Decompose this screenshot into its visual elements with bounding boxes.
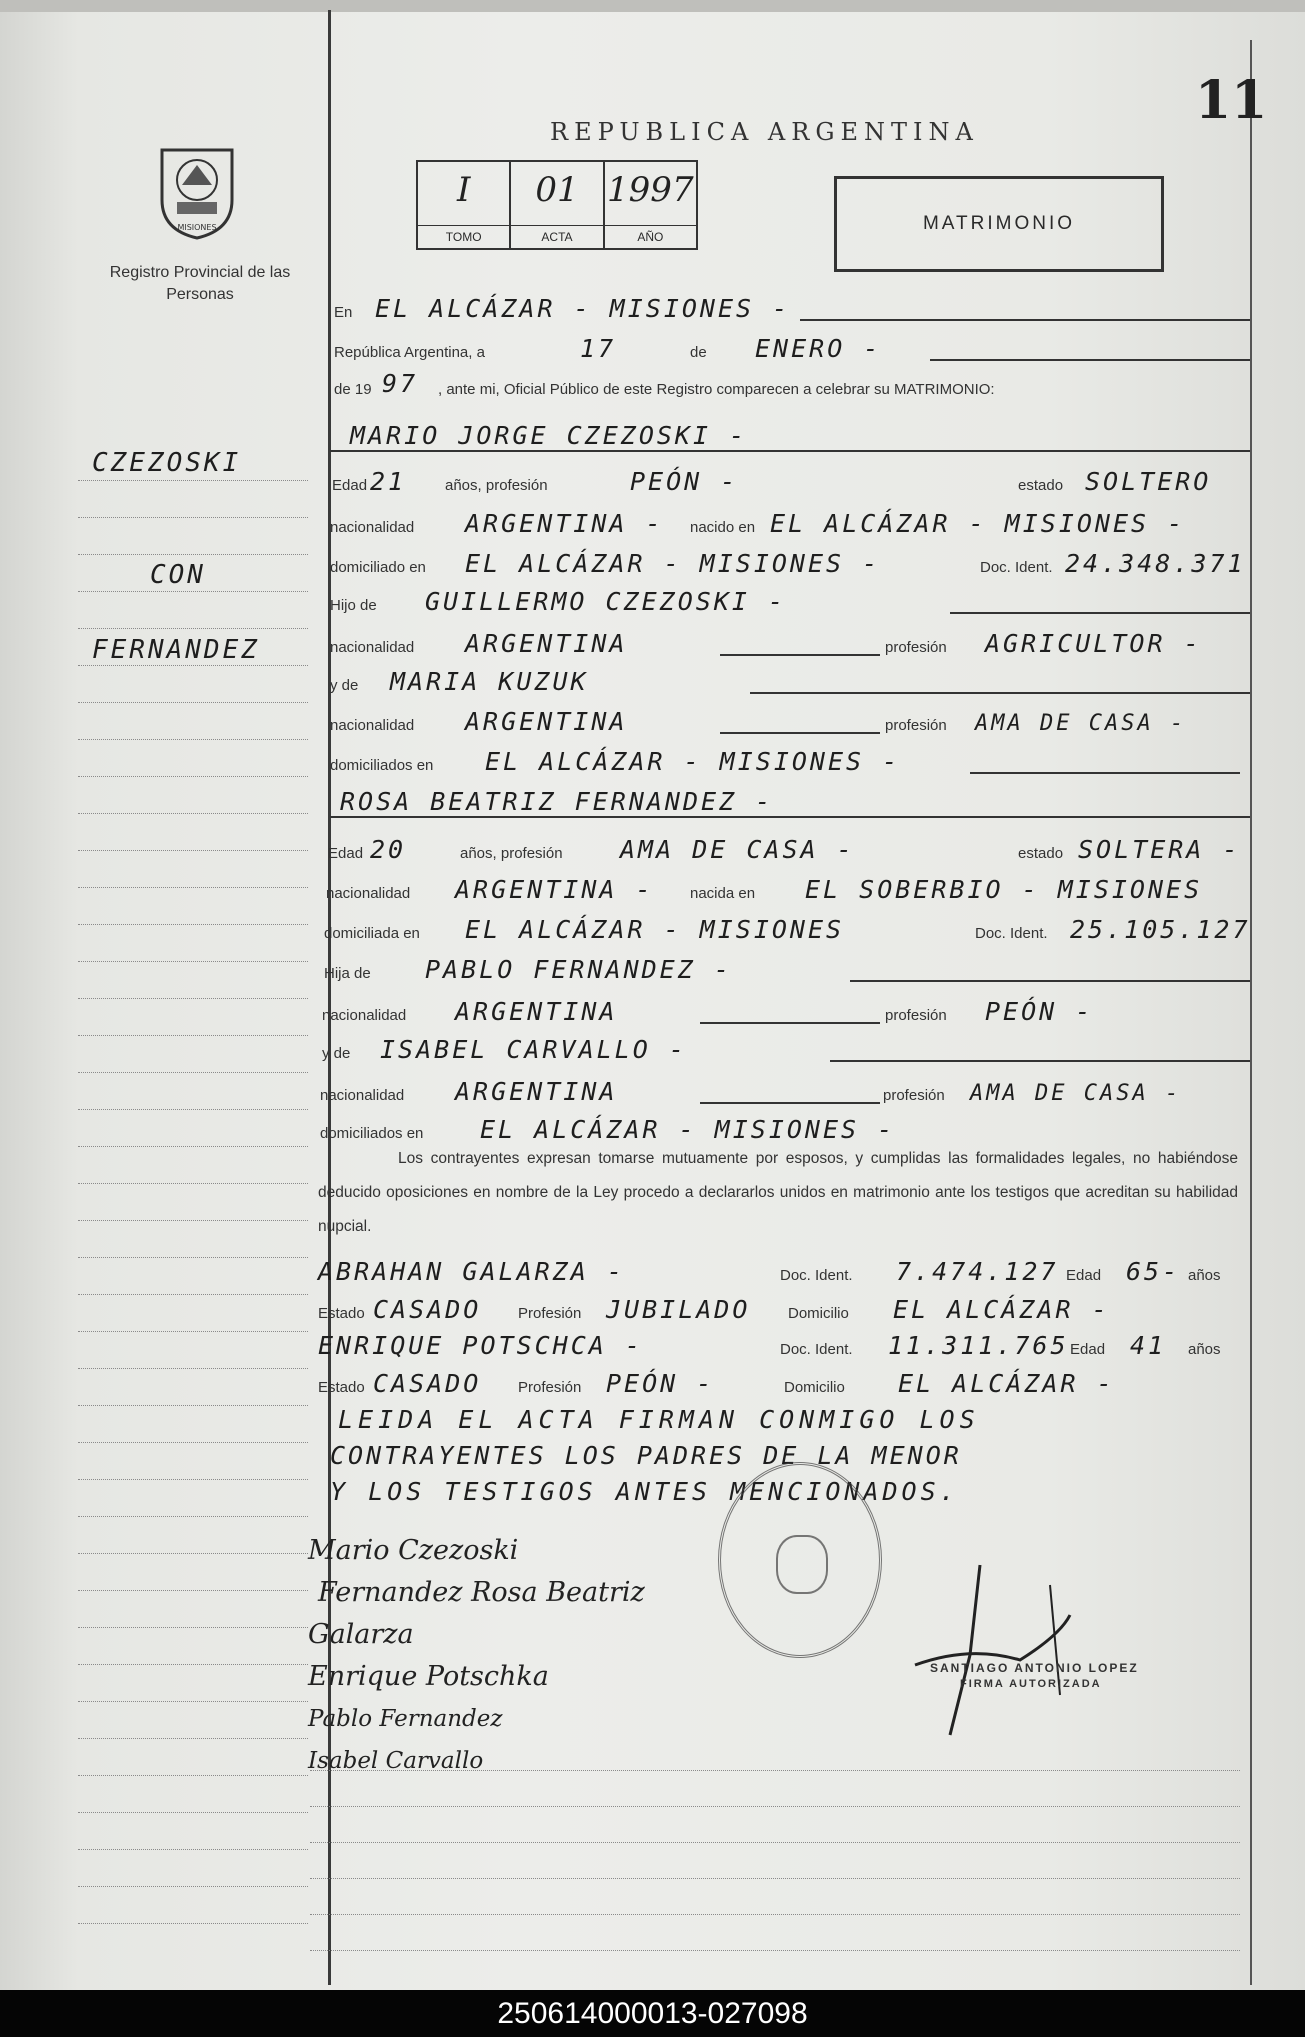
row-bride-domiciliados bbox=[320, 1106, 1250, 1146]
label-estado: Estado bbox=[318, 1305, 365, 1322]
margin-guide-line bbox=[78, 1701, 308, 1702]
row-bride-nac bbox=[326, 866, 1250, 906]
row-witness2-b bbox=[318, 1360, 1238, 1400]
margin-guide-line bbox=[78, 1664, 308, 1665]
row-groom-mother bbox=[330, 658, 1250, 698]
label-father-nac: nacionalidad bbox=[322, 1007, 407, 1024]
label-profesion: años, profesión bbox=[445, 477, 548, 494]
label-republica: República Argentina, a bbox=[334, 344, 485, 361]
ano-label: AÑO bbox=[605, 225, 696, 248]
acta-cell bbox=[511, 162, 604, 248]
signature-father: Pablo Fernandez bbox=[308, 1706, 503, 1732]
value-year: 97 bbox=[382, 369, 419, 398]
label-nacida: nacida en bbox=[690, 885, 756, 902]
label-mother-prof: profesión bbox=[885, 717, 947, 734]
groom-name: MARIO JORGE CZEZOSKI - bbox=[350, 421, 748, 450]
provincial-seal-icon bbox=[152, 140, 242, 240]
body-guide-line bbox=[310, 1770, 1240, 1771]
witness1-estado: CASADO bbox=[373, 1295, 482, 1324]
margin-guide-line bbox=[78, 887, 308, 888]
margin-guide-line bbox=[78, 961, 308, 962]
bride-nacionalidad: ARGENTINA - bbox=[455, 875, 654, 904]
stamp-emblem-icon bbox=[776, 1535, 828, 1594]
row-witness2 bbox=[318, 1322, 1238, 1362]
groom-nacido: EL ALCÁZAR - MISIONES - bbox=[770, 509, 1186, 538]
body-guide-line bbox=[310, 1878, 1240, 1879]
ano-value: 1997 bbox=[607, 170, 694, 210]
label-profesion: Profesión bbox=[518, 1379, 582, 1396]
witness1-edad: 65- bbox=[1126, 1257, 1181, 1286]
row-groom-domiciliados bbox=[330, 738, 1250, 778]
label-anos: años bbox=[1188, 1341, 1221, 1358]
bride-mother-prof: AMA DE CASA - bbox=[970, 1081, 1182, 1106]
body-guide-line bbox=[310, 1914, 1240, 1915]
bride-nacida: EL SOBERBIO - MISIONES bbox=[805, 875, 1203, 904]
label-anos: años bbox=[1188, 1267, 1221, 1284]
margin-guide-line bbox=[78, 1035, 308, 1036]
margin-guide-line bbox=[78, 1442, 308, 1443]
margin-guide-line bbox=[78, 1368, 308, 1369]
groom-nacionalidad: ARGENTINA - bbox=[465, 509, 664, 538]
signature-groom: Mario Czezoski bbox=[308, 1535, 519, 1566]
tomo-label: TOMO bbox=[418, 225, 509, 248]
label-en: En bbox=[334, 304, 353, 321]
closing-line2: CONTRAYENTES LOS PADRES DE LA MENOR bbox=[330, 1441, 962, 1470]
label-father-prof: profesión bbox=[885, 1007, 947, 1024]
official-title: FIRMA AUTORIZADA bbox=[960, 1678, 1102, 1690]
declaration-paragraph: Los contrayentes expresan tomarse mutuamente por esposos, y cumplidas las formalidades legales, no habiéndose deducido oposiciones en nombre de la Ley procedo a declararlos unidos en matrimonio ante los testigos que acreditan su habilidad nupcial. bbox=[318, 1150, 1238, 1235]
label-doc: Doc. Ident. bbox=[975, 925, 1048, 942]
signature-witness1: Galarza bbox=[308, 1619, 414, 1650]
body-guide-line bbox=[310, 1842, 1240, 1843]
label-estado: estado bbox=[1018, 477, 1064, 494]
label-domiciliada: domiciliada en bbox=[324, 925, 420, 942]
row-bride-dom bbox=[324, 906, 1251, 946]
row-witness1-b bbox=[318, 1286, 1238, 1326]
witness2-doc: 11.311.765 bbox=[888, 1331, 1069, 1360]
label-yde: y de bbox=[322, 1045, 351, 1062]
bride-domiciliada: EL ALCÁZAR - MISIONES bbox=[465, 915, 845, 944]
label-domiciliados: domiciliados en bbox=[330, 757, 434, 774]
signature-bride: Fernandez Rosa Beatriz bbox=[318, 1577, 645, 1608]
official-name: SANTIAGO ANTONIO LOPEZ bbox=[930, 1661, 1139, 1675]
groom-domiciliados: EL ALCÁZAR - MISIONES - bbox=[485, 747, 901, 776]
acta-label: ACTA bbox=[511, 225, 602, 248]
row-bride-name bbox=[330, 778, 1250, 818]
body-guide-line bbox=[310, 1950, 1240, 1951]
margin-guide-line bbox=[78, 1109, 308, 1110]
groom-profesion: PEÓN - bbox=[630, 467, 739, 496]
witness2-edad: 41 bbox=[1130, 1331, 1167, 1360]
signature-witness2: Enrique Potschka bbox=[308, 1661, 549, 1692]
tomo-acta-ano-box bbox=[416, 160, 698, 250]
signatures-block bbox=[308, 1530, 645, 1782]
margin-guide-line bbox=[78, 850, 308, 851]
witness1-profesion: JUBILADO bbox=[606, 1295, 751, 1324]
margin-guide-line bbox=[78, 628, 308, 629]
bride-mother-nac: ARGENTINA bbox=[455, 1077, 618, 1106]
groom-edad: 21 bbox=[370, 467, 407, 496]
bride-profesion: AMA DE CASA - bbox=[620, 835, 855, 864]
closing-line1: LEIDA EL ACTA FIRMAN CONMIGO LOS bbox=[338, 1405, 980, 1434]
label-de: de bbox=[690, 344, 707, 361]
value-month: ENERO - bbox=[755, 334, 882, 363]
row-bride-mother bbox=[322, 1026, 1250, 1066]
margin-guide-line bbox=[78, 1775, 308, 1776]
margin-guide-line bbox=[78, 1590, 308, 1591]
groom-domiciliado: EL ALCÁZAR - MISIONES - bbox=[465, 549, 881, 578]
label-estado: estado bbox=[1018, 845, 1064, 862]
label-edad: Edad bbox=[328, 845, 364, 862]
groom-mother-nac: ARGENTINA bbox=[465, 707, 628, 736]
margin-guide-line bbox=[78, 1479, 308, 1480]
margin-guide-line bbox=[78, 998, 308, 999]
groom-father-prof: AGRICULTOR - bbox=[985, 629, 1202, 658]
value-place: EL ALCÁZAR - MISIONES - bbox=[375, 294, 791, 323]
right-rule bbox=[1250, 40, 1252, 1985]
svg-text:MISIONES: MISIONES bbox=[177, 223, 217, 232]
label-nacido: nacido en bbox=[690, 519, 756, 536]
groom-father-nac: ARGENTINA bbox=[465, 629, 628, 658]
value-day: 17 bbox=[580, 334, 617, 363]
label-hija: Hija de bbox=[324, 965, 371, 982]
label-mother-nac: nacionalidad bbox=[320, 1087, 405, 1104]
label-year-prefix: de 19 bbox=[334, 381, 372, 398]
row-groom-dom bbox=[330, 540, 1250, 580]
row-witness1 bbox=[318, 1248, 1238, 1288]
row-year bbox=[330, 362, 1250, 402]
closing-line3: Y LOS TESTIGOS ANTES MENCIONADOS. bbox=[330, 1477, 959, 1506]
groom-father: GUILLERMO CZEZOSKI - bbox=[425, 587, 787, 616]
label-domicilio: Domicilio bbox=[788, 1305, 849, 1322]
row-date bbox=[330, 325, 1250, 365]
margin-guide-line bbox=[78, 1294, 308, 1295]
margin-guide-line bbox=[78, 517, 308, 518]
scan-edge bbox=[0, 0, 1305, 12]
official-name-stamp bbox=[930, 1660, 1139, 1692]
margin-guide-line bbox=[78, 1849, 308, 1850]
label-edad: Edad bbox=[1070, 1341, 1106, 1358]
label-doc: Doc. Ident. bbox=[780, 1267, 853, 1284]
bride-edad: 20 bbox=[370, 835, 407, 864]
act-type-box: MATRIMONIO bbox=[834, 176, 1164, 272]
bride-name: ROSA BEATRIZ FERNANDEZ - bbox=[340, 787, 774, 816]
label-profesion: años, profesión bbox=[460, 845, 563, 862]
margin-guide-line bbox=[78, 480, 308, 481]
margin-guide-line bbox=[78, 1923, 308, 1924]
margin-guide-line bbox=[78, 739, 308, 740]
groom-estado: SOLTERO bbox=[1085, 467, 1212, 496]
margin-guide-line bbox=[78, 1627, 308, 1628]
label-father-nac: nacionalidad bbox=[330, 639, 415, 656]
row-groom-mother-nac bbox=[330, 698, 1250, 738]
page-number: 11 bbox=[1195, 70, 1268, 131]
margin-guide-line bbox=[78, 1738, 308, 1739]
groom-mother-prof: AMA DE CASA - bbox=[975, 711, 1187, 736]
groom-mother: MARIA KUZUK bbox=[390, 667, 589, 696]
label-doc: Doc. Ident. bbox=[780, 1341, 853, 1358]
label-domiciliado: domiciliado en bbox=[330, 559, 426, 576]
row-groom-edad bbox=[330, 458, 1250, 498]
label-domicilio: Domicilio bbox=[784, 1379, 845, 1396]
witness2-estado: CASADO bbox=[373, 1369, 482, 1398]
row-bride-father-nac bbox=[322, 988, 1250, 1028]
margin-guide-line bbox=[78, 924, 308, 925]
witness1-domicilio: EL ALCÁZAR - bbox=[893, 1295, 1110, 1324]
official-signature-icon bbox=[910, 1545, 1090, 1745]
margin-con: CON bbox=[150, 560, 206, 590]
tomo-value: I bbox=[456, 170, 471, 210]
label-domiciliados: domiciliados en bbox=[320, 1125, 424, 1142]
groom-doc: 24.348.371 bbox=[1065, 549, 1246, 578]
bride-doc: 25.105.127 bbox=[1070, 915, 1251, 944]
margin-guide-line bbox=[78, 1257, 308, 1258]
margin-guide-line bbox=[78, 813, 308, 814]
row-bride-father bbox=[324, 946, 1250, 986]
label-hijo: Hijo de bbox=[330, 597, 377, 614]
margin-guide-line bbox=[78, 1553, 308, 1554]
row-bride-edad bbox=[330, 826, 1250, 866]
margin-guide-line bbox=[78, 1886, 308, 1887]
bride-father-prof: PEÓN - bbox=[985, 997, 1094, 1026]
registry-stamp bbox=[718, 1462, 882, 1658]
witness1-doc: 7.474.127 bbox=[896, 1257, 1059, 1286]
margin-guide-line bbox=[78, 554, 308, 555]
label-father-prof: profesión bbox=[885, 639, 947, 656]
label-yde: y de bbox=[330, 677, 359, 694]
row-groom-nac bbox=[330, 500, 1250, 540]
margin-guide-line bbox=[78, 1516, 308, 1517]
bride-domiciliados: EL ALCÁZAR - MISIONES - bbox=[480, 1115, 896, 1144]
margin-guide-line bbox=[78, 1331, 308, 1332]
label-profesion: Profesión bbox=[518, 1305, 582, 1322]
row-bride-mother-nac bbox=[320, 1068, 1250, 1108]
bride-father: PABLO FERNANDEZ - bbox=[425, 955, 732, 984]
margin-guide-line bbox=[78, 591, 308, 592]
row-groom-father-nac bbox=[330, 620, 1250, 660]
witness2-domicilio: EL ALCÁZAR - bbox=[898, 1369, 1115, 1398]
ante-text: , ante mi, Oficial Público de este Registro comparecen a celebrar su MATRIMONIO: bbox=[438, 381, 995, 398]
margin-guide-line bbox=[78, 1220, 308, 1221]
margin-guide-line bbox=[78, 1812, 308, 1813]
margin-guide-line bbox=[78, 1405, 308, 1406]
signature-mother: Isabel Carvallo bbox=[308, 1748, 484, 1774]
country-title: REPUBLICA ARGENTINA bbox=[550, 118, 979, 146]
label-edad: Edad bbox=[1066, 1267, 1102, 1284]
acta-value: 01 bbox=[535, 170, 579, 210]
margin-guide-line bbox=[78, 1146, 308, 1147]
label-nacionalidad: nacionalidad bbox=[330, 519, 415, 536]
margin-guide-line bbox=[78, 665, 308, 666]
row-groom-father bbox=[330, 578, 1250, 618]
label-mother-prof: profesión bbox=[883, 1087, 945, 1104]
bride-mother: ISABEL CARVALLO - bbox=[380, 1035, 687, 1064]
bride-estado: SOLTERA - bbox=[1078, 835, 1241, 864]
bride-father-nac: ARGENTINA bbox=[455, 997, 618, 1026]
label-mother-nac: nacionalidad bbox=[330, 717, 415, 734]
body-guide-line bbox=[310, 1806, 1240, 1807]
label-edad: Edad bbox=[332, 477, 368, 494]
margin-surname-1: CZEZOSKI bbox=[92, 448, 242, 478]
witness2-name: ENRIQUE POTSCHCA - bbox=[318, 1331, 643, 1360]
registry-name: Registro Provincial de las Personas bbox=[109, 264, 291, 303]
label-nacionalidad: nacionalidad bbox=[326, 885, 411, 902]
margin-guide-line bbox=[78, 776, 308, 777]
margin-guide-line bbox=[78, 1183, 308, 1184]
witness1-name: ABRAHAN GALARZA - bbox=[318, 1257, 625, 1286]
ano-cell bbox=[605, 162, 696, 248]
tomo-cell bbox=[418, 162, 511, 248]
witness2-profesion: PEÓN - bbox=[606, 1369, 715, 1398]
label-doc: Doc. Ident. bbox=[980, 559, 1053, 576]
row-place bbox=[330, 285, 1250, 325]
label-estado: Estado bbox=[318, 1379, 365, 1396]
footer-code: 250614000013-027098 bbox=[0, 1990, 1305, 2037]
margin-surname-2: FERNANDEZ bbox=[92, 635, 260, 665]
margin-guide-line bbox=[78, 1072, 308, 1073]
margin-guide-line bbox=[78, 702, 308, 703]
row-closing-1 bbox=[318, 1396, 1238, 1436]
row-groom-name bbox=[330, 412, 1250, 452]
